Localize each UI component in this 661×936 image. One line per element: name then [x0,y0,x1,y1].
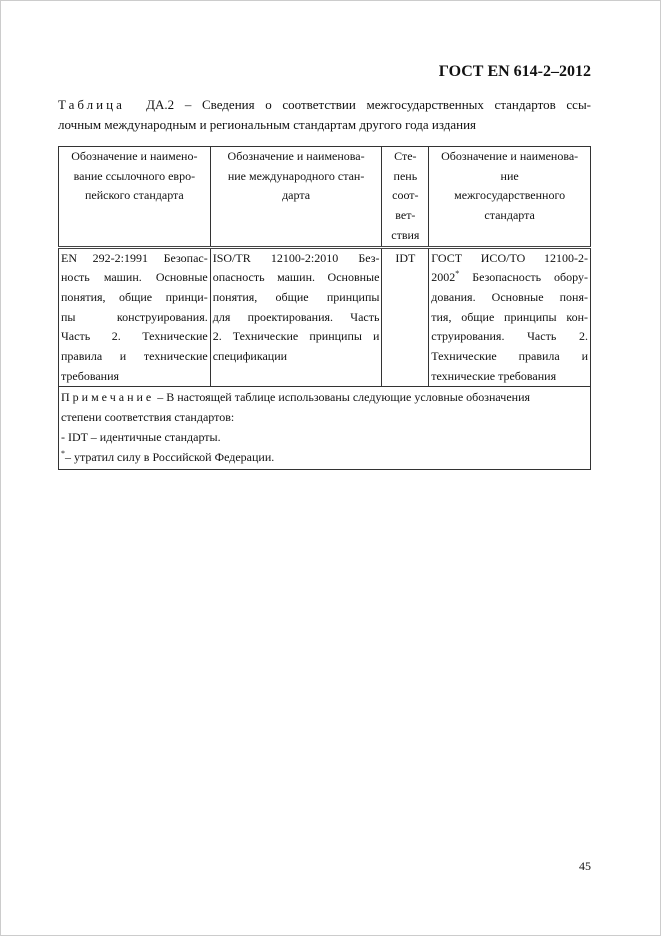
footnote-text: – утратил силу в Российской Федерации. [65,449,275,464]
caption-label: Таблица [58,97,125,112]
cell-line [431,268,588,288]
cell-interstate [429,247,591,387]
header-international [210,147,382,248]
note-line: степени соответствия стандартов: [61,410,235,425]
cell-line: ствия [391,227,420,242]
cell-line: Обозначение и наименова- [441,149,579,163]
cell-line: ность машин. Основные [61,270,208,285]
cell-line: пейского стандарта [84,188,184,203]
table-caption [58,95,591,135]
cell-line: ГОСТ ИСО/ТО 12100-2- [431,250,588,265]
cell-line: вет- [395,208,416,223]
document-code: ГОСТ EN 614-2–2012 [438,63,591,80]
interstate-title-start: Безопасность обору- [459,270,588,285]
note-line [61,388,588,408]
cell-line: дарта [282,188,311,203]
table-header-row [59,147,591,248]
table-note [59,387,591,470]
cell-line: EN 292-2:1991 Безопас- [61,250,208,265]
caption-line-1 [58,95,591,115]
cell-line: Часть 2. Технические [61,329,208,344]
caption-line-2: лочным международным и региональным стандартам другого года издания [58,117,477,132]
cell-line: ние [500,168,519,183]
standards-table [58,146,591,470]
cell-line: межгосударственного [454,188,566,203]
note-line: - IDT – идентичные стандарты. [61,429,221,444]
note-row [59,387,591,470]
cell-line: 2. Технические принципы и [212,329,380,344]
cell-line: ние международного стан- [227,168,365,183]
cell-line: технические требования [431,368,557,383]
cell-line: Обозначение и наимено- [71,149,198,163]
cell-line: понятия, общие принципы [212,289,380,304]
cell-line: дования. Основные поня- [431,289,588,304]
caption-text: ДА.2 – Сведения о соответствии межгосударственных стандартов ссы- [146,97,592,112]
note-text: – В настоящей таблице использованы следующие условные обозначения [154,390,531,405]
cell-line: соот- [392,188,419,203]
page-number: 45 [579,859,591,873]
cell-line: опасность машин. Основные [212,270,380,285]
header-degree [382,147,429,248]
cell-line: пы конструирования. [61,309,208,324]
footnote-mark: * [61,448,65,458]
cell-line: правила и технические [61,349,208,364]
cell-line: Сте- [394,149,417,163]
cell-line: спецификации [212,349,288,364]
header-european [59,147,211,248]
cell-line: Технические правила и [431,349,588,364]
cell-line: струирования. Часть 2. [431,329,588,344]
cell-line: вание ссылочного евро- [73,168,196,183]
note-line [61,448,588,468]
cell-line: ISO/TR 12100-2:2010 Без- [212,250,380,265]
cell-line: для проектирования. Часть [212,309,380,324]
cell-line: понятия, общие принци- [61,289,208,304]
cell-line: пень [393,168,418,183]
cell-degree: IDT [382,247,429,387]
footnote-mark: * [455,269,460,279]
cell-line: требования [61,368,120,383]
cell-international [210,247,382,387]
table-row [59,247,591,387]
cell-line: Обозначение и наименова- [227,149,365,163]
header-interstate [429,147,591,248]
cell-european [59,247,211,387]
note-label: Примечание [61,390,155,405]
cell-line: тия, общие принципы кон- [431,309,588,324]
cell-line: стандарта [484,208,535,223]
interstate-code: 2002 [431,270,456,285]
